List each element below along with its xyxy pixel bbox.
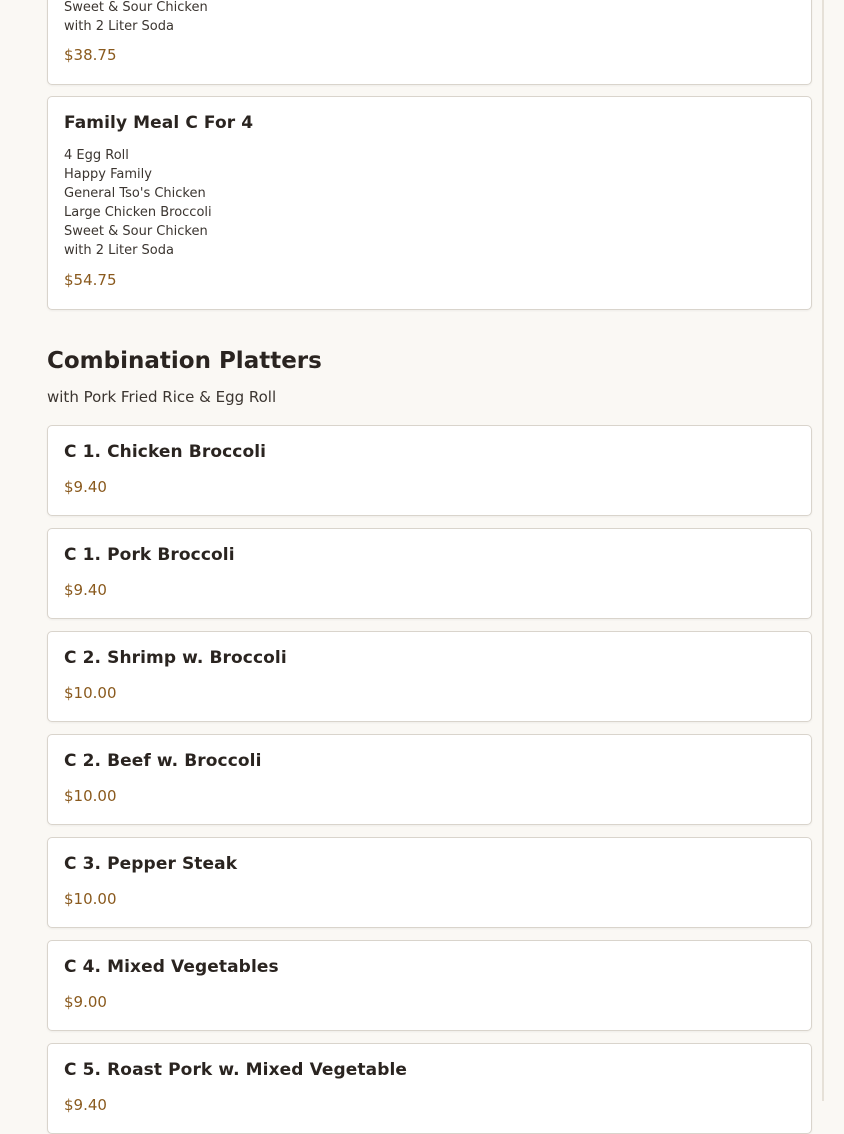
item-name: C 3. Pepper Steak — [64, 854, 238, 874]
item-price: $9.40 — [64, 581, 107, 599]
item-name: C 2. Shrimp w. Broccoli — [64, 648, 287, 668]
menu-item-card[interactable] — [47, 0, 812, 85]
menu-item-card[interactable] — [47, 425, 812, 516]
menu-item-card[interactable] — [47, 837, 812, 928]
description-line: General Tso's Chicken — [64, 186, 206, 201]
item-name: C 5. Roast Pork w. Mixed Vegetable — [64, 1060, 408, 1080]
description-line: Large Chicken Broccoli — [64, 205, 212, 220]
item-name: C 2. Beef w. Broccoli — [64, 751, 262, 771]
menu-item-card-family-meal-c[interactable] — [47, 96, 812, 310]
description-line: Sweet & Sour Chicken — [64, 0, 208, 15]
item-description — [64, 146, 212, 260]
item-price: $54.75 — [64, 271, 117, 289]
description-line: Sweet & Sour Chicken — [64, 224, 208, 239]
scrollbar-track — [822, 0, 824, 1101]
description-line: with 2 Liter Soda — [64, 19, 174, 34]
menu-item-card[interactable] — [47, 734, 812, 825]
item-price: $10.00 — [64, 787, 117, 805]
section-subtitle: with Pork Fried Rice & Egg Roll — [47, 388, 277, 406]
item-price: $9.40 — [64, 478, 107, 496]
item-price: $9.40 — [64, 1096, 107, 1114]
menu-item-card[interactable] — [47, 940, 812, 1031]
description-line: 4 Egg Roll — [64, 148, 129, 163]
description-line: Happy Family — [64, 167, 152, 182]
section-title: Combination Platters — [47, 348, 322, 374]
item-price: $10.00 — [64, 890, 117, 908]
item-name: C 4. Mixed Vegetables — [64, 957, 279, 977]
item-name: Family Meal C For 4 — [64, 113, 254, 133]
menu-item-card[interactable] — [47, 528, 812, 619]
menu-item-card[interactable] — [47, 1043, 812, 1134]
item-price: $9.00 — [64, 993, 107, 1011]
item-price: $38.75 — [64, 46, 117, 64]
item-price: $10.00 — [64, 684, 117, 702]
item-description — [64, 0, 208, 36]
item-name: C 1. Pork Broccoli — [64, 545, 235, 565]
description-line: with 2 Liter Soda — [64, 243, 174, 258]
item-name: C 1. Chicken Broccoli — [64, 442, 267, 462]
menu-item-card[interactable] — [47, 631, 812, 722]
